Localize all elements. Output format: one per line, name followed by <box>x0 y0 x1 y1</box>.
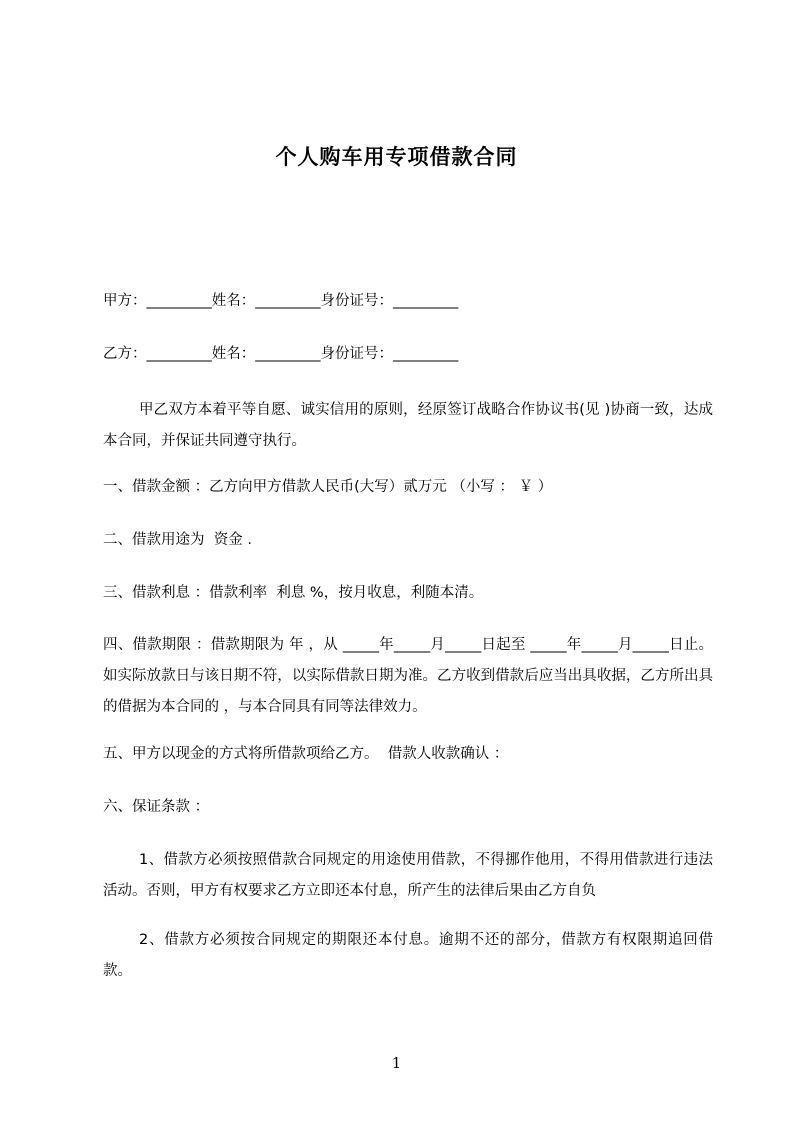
document-title: 个人购车用专项借款合同 <box>275 145 518 169</box>
guarantee-item-2: 2、借款方必须按合同规定的期限还本付息。逾期不还的部分，借款方有权限期追回借款。 <box>103 932 713 979</box>
clause-guarantee: 六、保证条款 ： <box>103 799 210 815</box>
party-a-line: 甲方：_________姓名：_________身份证号：_________ <box>103 293 459 309</box>
clause-term: 四、借款期限 ：借款期限为 年 ，从 _____年_____月_____日起至 _____年_____月_____日止。如实际放款日与该日期不符，以实际借款日期为准。乙方收到借款后应当出具收据，乙方所出具的借据为本合同的 ，与本合同具有同等法律效力。 <box>103 637 713 715</box>
guarantee-item-1: 1、借款方必须按照借款合同规定的用途使用借款，不得挪作他用，不得用借款进行违法活动。否则，甲方有权要求乙方立即还本付息，所产生的法律后果由乙方自负 <box>103 852 713 899</box>
clause-payment: 五、甲方以现金的方式将所借款项给乙方。 借款人收款确认 ： <box>103 746 509 762</box>
clause-purpose: 二、借款用途为 资金 . <box>103 532 252 548</box>
intro-paragraph: 甲乙双方本着平等自愿、诚实信用的原则，经原签订战略合作协议书(见 )协商一致，达成本合同，并保证共同遵守执行。 <box>103 402 713 449</box>
clause-interest: 三、借款利息 ：借款利率 利息 %，按月收息，利随本清。 <box>103 585 484 601</box>
party-b-line: 乙方：_________姓名：_________身份证号：_________ <box>103 346 459 362</box>
clause-amount: 一、借款金额 ：乙方向甲方借款人民币(大写）贰万元 （小写 ： ￥ ） <box>103 479 553 495</box>
page-number: 1 <box>391 1054 402 1072</box>
